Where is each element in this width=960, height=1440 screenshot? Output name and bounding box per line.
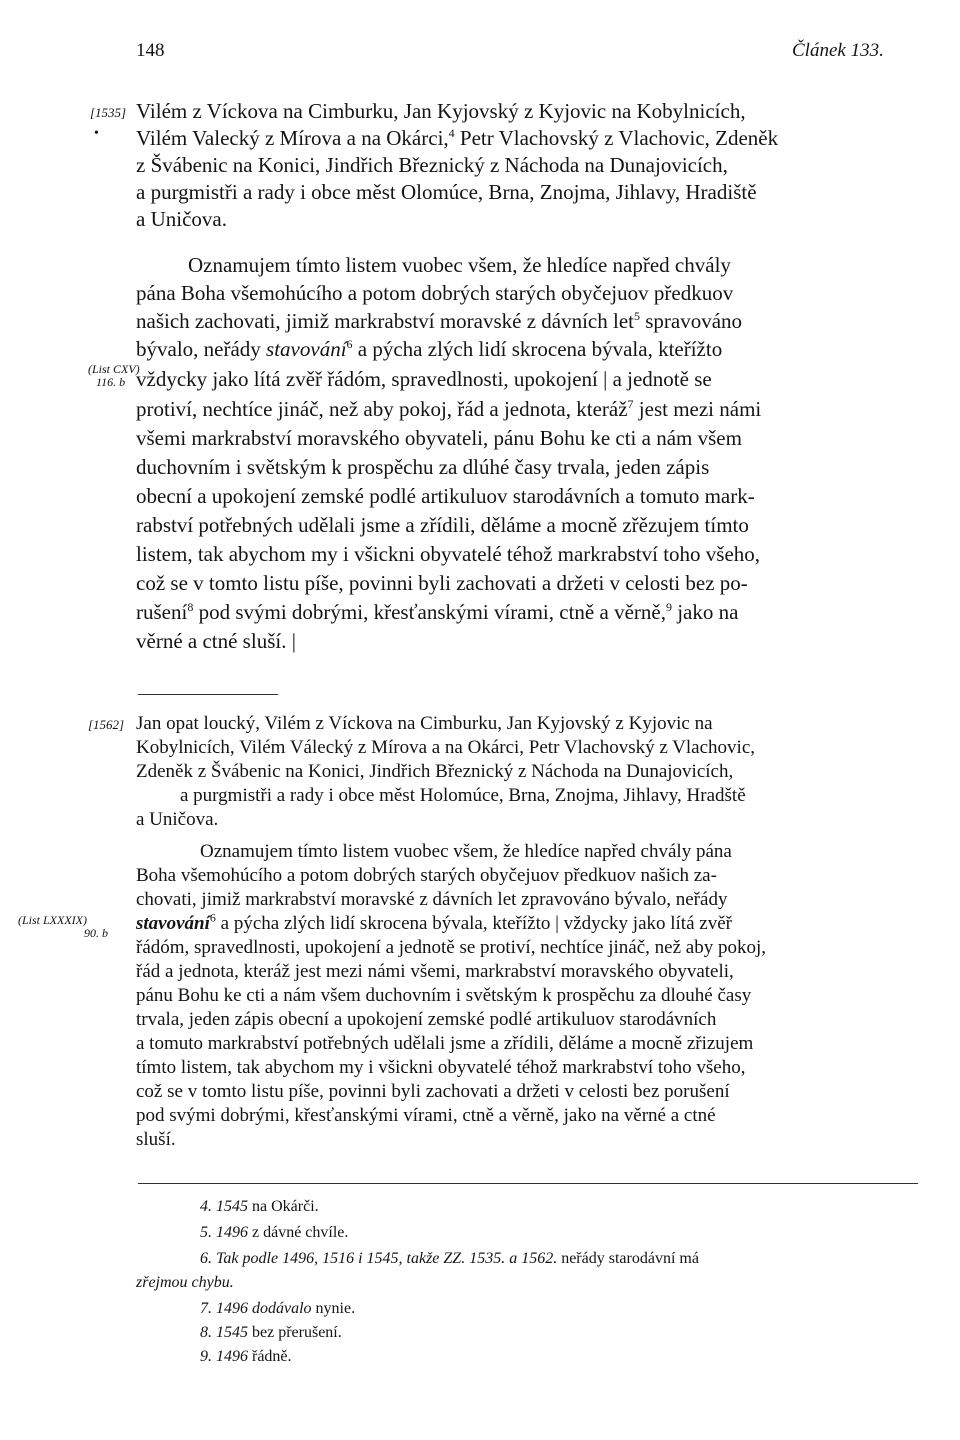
footnote-number: 8.	[200, 1324, 212, 1341]
text-line: a Uničova.	[136, 809, 219, 830]
text-line: což se v tomto listu píše, povinni byli zachovati a držeti v celosti bez po-	[136, 571, 748, 595]
section-divider	[138, 694, 278, 695]
text-line: listem, tak abychom my i všickni obyvatelé téhož markrabství toho všeho,	[136, 542, 761, 566]
footnote	[200, 1222, 348, 1244]
footnote-text: řádně.	[248, 1348, 292, 1365]
footnote-text: bez přerušení.	[248, 1324, 342, 1341]
text-line: Vilém z Víckova na Cimburku, Jan Kyjovský z Kyjovic na Kobylnicích,	[136, 99, 746, 123]
italic-word: stavování	[266, 337, 347, 361]
text-line: pána Boha všemohúcího a potom dobrých starých obyčejuov předkuov	[136, 281, 734, 305]
text-line	[136, 308, 742, 335]
text-span: Vilém Valecký z Mírova a na Okárci,	[136, 126, 449, 150]
footnote-divider	[138, 1183, 918, 1184]
footnote-text: neřády starodávní má	[557, 1250, 699, 1267]
footnote-text: nynie.	[311, 1300, 356, 1317]
footnote-number: 9.	[200, 1348, 212, 1365]
text-line: duchovním i světským k prospěchu za dlúhé časy trvala, jeden zápis	[136, 455, 710, 479]
text-span: a pýcha zlých lidí skrocena bývala, kteřížto	[352, 337, 723, 361]
footnote	[200, 1298, 355, 1320]
footnote-text: z dávné chvíle.	[248, 1224, 349, 1241]
footnote-year: 1545	[216, 1324, 248, 1341]
footnote-continuation	[136, 1272, 234, 1294]
margin-note	[88, 363, 140, 389]
footnote-ref: 7	[627, 397, 634, 411]
text-line: což se v tomto listu píše, povinni byli zachovati a držeti v celosti bez porušení	[136, 1081, 730, 1102]
italic-word: stavování	[136, 913, 210, 934]
footnote-ref: 4	[448, 126, 455, 140]
margin-note-line: 90. b	[84, 926, 108, 940]
footnote	[200, 1196, 319, 1218]
text-line	[136, 599, 738, 626]
text-line: Boha všemohúcího a potom dobrých starých obyčejuov předkuov našich za-	[136, 865, 717, 886]
section-2-marker: [1562]	[88, 717, 125, 732]
footnote-year: 1496	[216, 1224, 248, 1241]
margin-note-line: (List CXV)	[88, 362, 140, 376]
text-line: rabství potřebných udělali jsme a zřídili, děláme a mocně zřězujem tímto	[136, 513, 749, 537]
text-span: bývalo, neřády	[136, 337, 261, 361]
text-line: Kobylnicích, Vilém Válecký z Mírova a na Okárci, Petr Vlachovský z Vlachovic,	[136, 737, 756, 758]
text-line: řádóm, spravedlnosti, upokojení a jednotě se protiví, nechtíce jináč, než aby pokoj,	[136, 937, 766, 958]
footnote	[200, 1322, 342, 1344]
text-span: rušení	[136, 600, 188, 624]
text-span: Petr Vlachovský z Vlachovic, Zdeněk	[454, 126, 779, 150]
footnote-number: 7.	[200, 1300, 212, 1317]
text-span: našich zachovati, jimiž markrabství moravské z dávních let	[136, 309, 634, 333]
footnote-ref: 6	[209, 910, 216, 925]
text-line: všemi markrabství moravského obyvateli, pánu Bohu ke cti a nám všem	[136, 426, 742, 450]
text-line: a purgmistři a rady i obce měst Holomúce, Brna, Znojma, Jihlavy, Hradště	[180, 785, 746, 806]
footnote-number: 5.	[200, 1224, 212, 1241]
text-line: chovati, jimiž markrabství moravské z dávních let zpravováno bývalo, neřády	[136, 889, 728, 910]
text-span: a pýcha zlých lidí skrocena bývala, kteřížto | vždycky jako lítá zvěř	[220, 913, 732, 934]
bullet-dot: •	[94, 126, 99, 141]
text-line: Oznamujem tímto listem vuobec všem, že hledíce napřed chvály pána	[200, 841, 732, 862]
text-line	[136, 125, 778, 152]
footnote-text: na Okárči.	[248, 1198, 319, 1215]
text-line: a Uničova.	[136, 207, 227, 231]
footnote-text: zřejmou chybu.	[136, 1274, 234, 1291]
text-line	[136, 336, 722, 363]
footnote-year: 1545	[216, 1198, 248, 1215]
text-line: vždycky jako lítá zvěř řádóm, spravedlnosti, upokojení | a jednotě se	[136, 367, 712, 391]
footnote-number: 4.	[200, 1198, 212, 1215]
text-line: Oznamujem tímto listem vuobec všem, že hledíce napřed chvály	[188, 253, 731, 277]
footnote-ref: 5	[634, 309, 640, 323]
section-1-marker: [1535]	[90, 105, 127, 120]
text-line: obecní a upokojení zemské podlé artikuluov starodávních a tomuto mark-	[136, 484, 755, 508]
text-span: spravováno	[640, 309, 743, 333]
footnote-year: 1496	[216, 1300, 248, 1317]
text-line: a purgmistři a rady i obce měst Olomúce, Brna, Znojma, Jihlavy, Hradiště	[136, 180, 757, 204]
running-title: Článek 133.	[792, 40, 884, 61]
text-line: věrné a ctné sluší. |	[136, 629, 296, 653]
footnote-number: 6.	[200, 1250, 212, 1267]
text-line: tímto listem, tak abychom my i všickni obyvatelé téhož markrabství toho všeho,	[136, 1057, 746, 1078]
footnote-ref: 8	[187, 600, 194, 614]
text-span: jest mezi námi	[633, 397, 762, 421]
margin-note	[18, 914, 108, 940]
page-number: 148	[136, 40, 165, 61]
text-span: pod svými dobrými, křesťanskými vírami, ctně a věrně,	[193, 600, 666, 624]
text-line: sluší.	[136, 1129, 176, 1150]
text-line: z Švábenic na Konici, Jindřich Březnický z Náchoda na Dunajovicích,	[136, 153, 728, 177]
text-line: trvala, jeden zápis obecní a upokojení zemské podlé artikuluov starodávních	[136, 1009, 717, 1030]
footnote-text: dodávalo	[248, 1300, 312, 1317]
text-line: řád a jednota, kteráž jest mezi námi všemi, markrabství moravského obyvateli,	[136, 961, 734, 982]
footnote	[200, 1346, 292, 1368]
footnote-year: 1496	[216, 1348, 248, 1365]
text-span: jako na	[671, 600, 739, 624]
text-line: a tomuto markrabství potřebných udělali jsme a zřídili, děláme a mocně zřizujem	[136, 1033, 754, 1054]
text-line	[136, 912, 732, 936]
footnote-text: Tak podle 1496, 1516 i 1545, takže ZZ. 1535. a 1562.	[216, 1250, 558, 1267]
margin-note-line: 116. b	[96, 375, 126, 389]
text-line: Zdeněk z Švábenic na Konici, Jindřich Březnický z Náchoda na Dunajovicích,	[136, 761, 734, 782]
text-span: protiví, nechtíce jináč, než aby pokoj, řád a jednota, kteráž	[136, 397, 628, 421]
text-line	[136, 396, 761, 423]
footnote-ref: 6	[346, 337, 353, 351]
text-line: pánu Bohu ke cti a nám všem duchovním i světským k prospěchu za dlouhé časy	[136, 985, 752, 1006]
text-line: pod svými dobrými, křesťanskými vírami, ctně a věrně, jako na věrné a ctné	[136, 1105, 716, 1126]
footnote	[200, 1248, 699, 1270]
footnote-ref: 9	[665, 600, 672, 614]
margin-note-line: (List LXXXIX)	[18, 913, 87, 927]
text-line: Jan opat loucký, Vilém z Víckova na Cimburku, Jan Kyjovský z Kyjovic na	[136, 713, 713, 734]
